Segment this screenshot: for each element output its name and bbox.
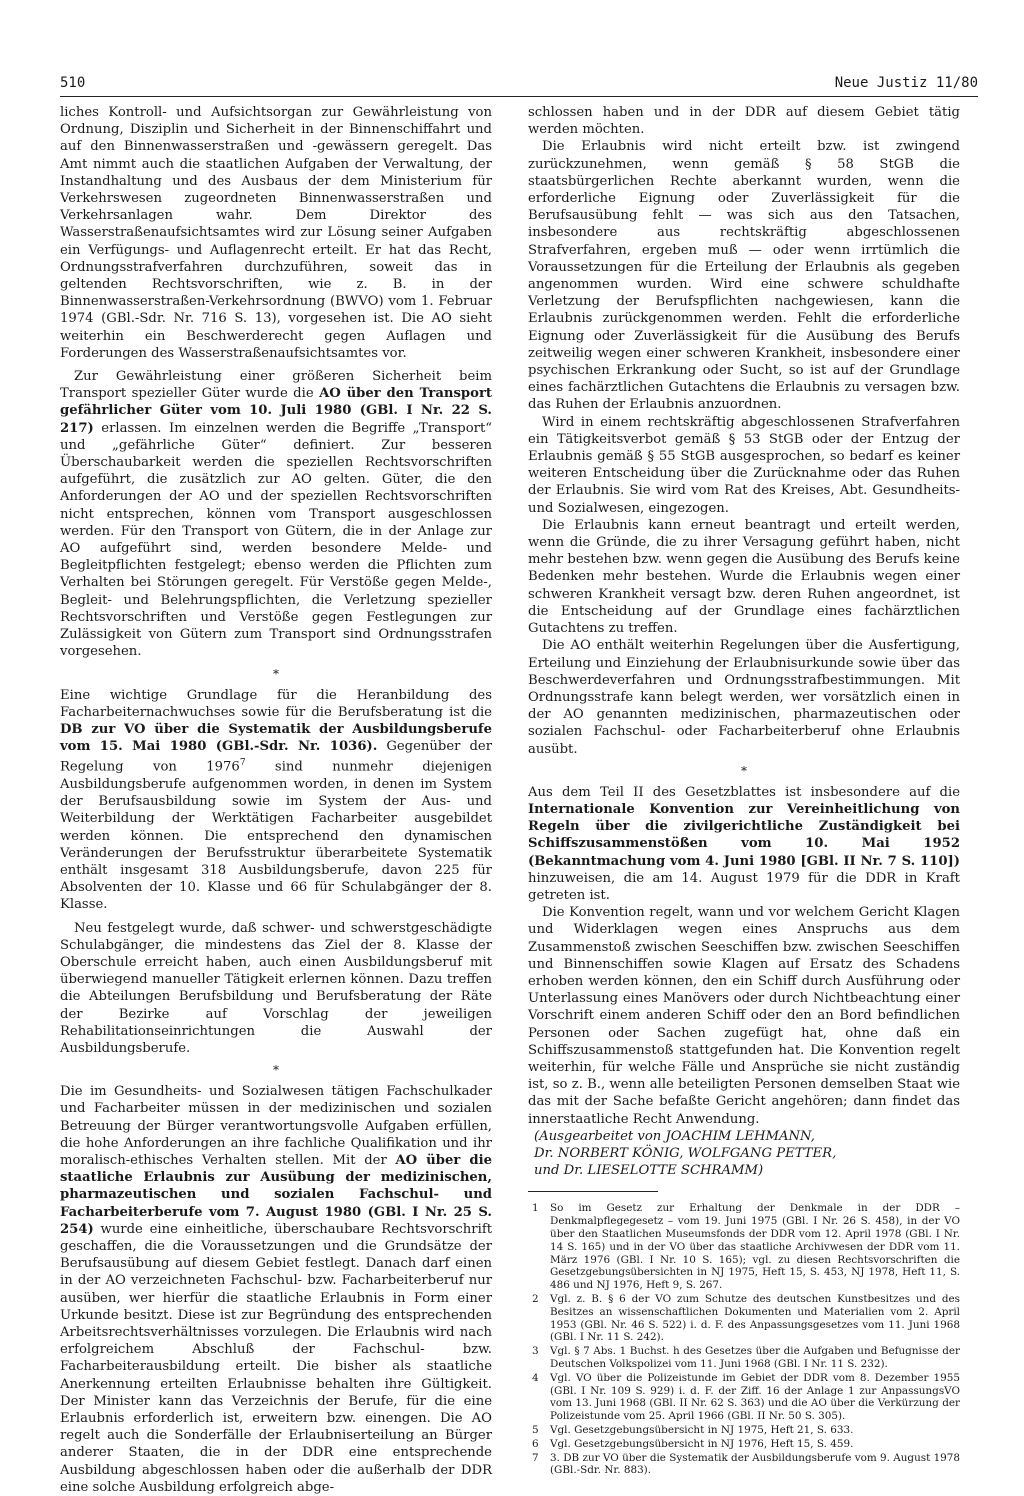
- regulation-title: AO über die staatliche Erlaubnis zur Ausübung der medizinischen, pharmazeutischen und sozialen Fachschul- und Facharbeiterberufe vom 7. August 1980 (GBl. I Nr. 25 S. 254): [60, 1152, 492, 1237]
- right-paragraph-3: Wird in einem rechtskräftig abgeschlossenen Strafverfahren ein Tätigkeitsverbot gemäß § 53 StGB oder der Entzug der Erlaubnis gemäß § 55 StGB ausgesprochen, so bedarf es keiner weiteren Entscheidung über die Zurücknahme oder das Ruhen der Erlaubnis. Sie wird vom Rat des Kreises, Abt. Gesundheits- und Sozialwesen, eingezogen.: [528, 414, 960, 516]
- footnote: [528, 1293, 960, 1344]
- right-paragraph-7: Die Konvention regelt, wann und vor welchem Gericht Klagen und Widerklagen wegen eines Anspruchs aus dem Zusammenstoß zwischen Seeschiffen bzw. zwischen Seeschiffen und Binnenschiffen sowie Klagen auf Ersatz des Schadens erhoben werden können, den ein Schiff durch Ausführung oder Unterlassung eines Manövers oder durch Nichtbeachtung einer Vorschrift einem anderen Schiff oder den an Bord befindlichen Personen oder Sachen zugefügt hat, ohne daß ein Schiffszusammenstoß stattgefunden hat. Die Konvention regelt weiterhin, für welche Fälle und Ansprüche sie nicht zuständig ist, so z. B., wenn alle beteiligten Personen demselben Staat wie das mit der Sache befaßte Gericht angehören; dann findet das innerstaatliche Recht Anwendung.: [528, 905, 960, 1127]
- author-line: Dr. NORBERT KÖNIG, WOLFGANG PETTER,: [534, 1145, 837, 1161]
- convention-title: Internationale Konvention zur Vereinheitlichung von Regeln über die zivilgerichtliche Zuständigkeit bei Schiffszusammenstößen vom 10. Mai 1952 (Bekanntmachung vom 4. Juni 1980 [GBl. II Nr. 7 S. 110]): [528, 801, 960, 869]
- footnote-text: Vgl. z. B. § 6 der VO zum Schutze des deutschen Kunstbesitzes und des Besitzes an wissenschaftlichen Dokumenten und Materialien vom 2. April 1953 (GBl. Nr. 46 S. 522) i. d. F. des Anpassungsgesetzes vom 11. Juni 1968 (GBl. I Nr. 11 S. 242).: [550, 1292, 960, 1344]
- section-separator: *: [273, 666, 279, 681]
- footnote: [528, 1345, 960, 1371]
- left-column: [60, 104, 492, 1496]
- right-paragraph-4: Die Erlaubnis kann erneut beantragt und erteilt werden, wenn die Gründe, die zu ihrer Versagung geführt haben, nicht mehr bestehen bzw. wenn gegen die Ausübung des Berufs keine Bedenken mehr bestehen. Wurde die Erlaubnis wegen einer schweren Krankheit versagt bzw. deren Ruhen angeordnet, ist die Entscheidung auf der Grundlage eines fachärztlichen Gutachtens zu treffen.: [528, 517, 960, 637]
- footnote: [528, 1202, 960, 1292]
- footnote: [528, 1424, 960, 1437]
- footnotes: [528, 1202, 960, 1477]
- footnote-text: Vgl. Gesetzgebungsübersicht in NJ 1975, Heft 21, S. 633.: [550, 1423, 854, 1436]
- right-paragraph-1: schlossen haben und in der DDR auf diesem Gebiet tätig werden möchten.: [528, 105, 960, 138]
- left-paragraph-3: Eine wichtige Grundlage für die Heranbildung des Facharbeiternachwuchses sowie für die Berufsberatung ist die DB zur VO über die Systematik der Ausbildungsberufe vom 15. Mai 1980 (GBl.-Sdr. Nr. 1036). Gegenüber der Regelung von 1976$^7$ sind nunmehr diejenigen Ausbildungsberufe aufgenommen worden, in denen im System der Berufsausbildung sowie im System der Aus- und Weiterbildung der Werktätigen Facharbeiter ausgebildet werden können. Die entsprechend den dynamischen Veränderungen der Berufsstruktur überarbeitete Systematik enthält insgesamt 318 Ausbildungsberufe, davon 225 für Absolventen der 10. Klasse und 66 für Schulabgänger der 8. Klasse.: [60, 687, 493, 913]
- page-number: 510: [60, 75, 86, 91]
- section-separator: *: [741, 763, 747, 778]
- author-credits: [528, 1128, 960, 1180]
- footnote-number: 2: [532, 1292, 539, 1305]
- author-line: und Dr. LIESELOTTE SCHRAMM): [534, 1163, 764, 1179]
- footnote-number: 7: [532, 1451, 539, 1464]
- left-paragraph-2: Zur Gewährleistung einer größeren Sicherheit beim Transport spezieller Güter wurde die AO über den Transport gefährlicher Güter vom 10. Juli 1980 (GBl. I Nr. 22 S. 217) erlassen. Im einzelnen werden die Begriffe „Transport“ und „gefährliche Güter“ definiert. Zur besseren Überschaubarkeit werden die speziellen Rechtsvorschriften aufgeführt, die zusätzlich zur AO gelten. Güter, die den Anforderungen der AO und der speziellen Rechtsvorschriften nicht entsprechen, können vom Transport ausgeschlossen werden. Für den Transport von Gütern, die in der Anlage zur AO aufgeführt sind, werden besondere Melde- und Begleitpflichten festgelegt; ebenso werden die Pflichten zum Verhalten bei Störungen geregelt. Für Verstöße gegen Melde-, Begleit- und Belehrungspflichten, die Verletzung spezieller Rechtsvorschriften und Verstöße gegen Festlegungen zur Zulässigkeit von Gütern zum Transport sind Ordnungsstrafen vorgesehen.: [60, 369, 492, 660]
- footnote-text: Vgl. Gesetzgebungsübersicht in NJ 1976, Heft 15, S. 459.: [550, 1437, 854, 1450]
- footnote-number: 3: [532, 1345, 539, 1358]
- footnote-text: Vgl. § 7 Abs. 1 Buchst. h des Gesetzes über die Aufgaben und Befugnisse der Deutschen Volkspolizei vom 11. Juni 1968 (GBl. I Nr. 11 S. 232).: [550, 1345, 960, 1370]
- footnote: [528, 1452, 960, 1478]
- regulation-title: DB zur VO über die Systematik der Ausbildungsberufe vom 15. Mai 1980 (GBl.-Sdr. Nr. 1036).: [60, 721, 492, 755]
- footnote-text: Vgl. VO über die Polizeistunde im Gebiet der DDR vom 8. Dezember 1955 (GBl. I Nr. 109 S. 929) i. d. F. der Ziff. 16 der Anlage 1 zur AnpassungsVO vom 13. Juni 1968 (GBl. II Nr. 62 S. 363) und die AO über die Verkürzung der Polizeistunde vom 25. April 1966 (GBl. II Nr. 50 S. 305).: [550, 1371, 960, 1423]
- left-paragraph-4: Neu festgelegt wurde, daß schwer- und schwerstgeschädigte Schulabgänger, die mindestens das Ziel der 8. Klasse der Oberschule erreicht haben, auch einen Ausbildungsberuf mit überwiegend manueller Tätigkeit erlernen können. Dazu treffen die Abteilungen Berufsbildung und Berufsberatung der Räte der Bezirke auf Vorschlag der jeweiligen Rehabilitationseinrichtungen die Auswahl der Ausbildungsberufe.: [60, 920, 492, 1056]
- right-paragraph-5: Die AO enthält weiterhin Regelungen über die Ausfertigung, Erteilung und Einziehung der Erlaubnisurkunde sowie über das Beschwerdeverfahren und Ordnungsstrafbestimmungen. Mit Ordnungsstrafe kann belegt werden, wer vorsätzlich einen in der AO genannten medizinischen, pharmazeutischen oder sozialen Fachschul- oder Facharbeiterberuf ohne Erlaubnis ausübt.: [528, 638, 960, 757]
- section-separator: *: [273, 1063, 279, 1078]
- footnote-number: 1: [532, 1202, 539, 1215]
- journal-issue: Neue Justiz 11/80: [834, 75, 978, 91]
- footnote-number: 4: [532, 1371, 539, 1384]
- footnote-text: 3. DB zur VO über die Systematik der Ausbildungsberufe vom 9. August 1978 (GBl.-Sdr. Nr. 883).: [550, 1451, 961, 1477]
- footnote: [528, 1372, 960, 1423]
- footnote-divider: [528, 1191, 658, 1192]
- regulation-title: AO über den Transport gefährlicher Güter vom 10. Juli 1980 (GBl. I Nr. 22 S. 217): [60, 386, 492, 436]
- footnote-number: 6: [532, 1437, 539, 1450]
- left-paragraph-1: liches Kontroll- und Aufsichtsorgan zur Gewährleistung von Ordnung, Disziplin und Sicherheit in der Binnenschiffahrt und auf den Binnenwasserstraßen und -gewässern geregelt. Das Amt nimmt auch die staatlichen Aufgaben der Verwaltung, der Instandhaltung und des Ausbaus der dem Ministerium für Verkehrswesen zugeordneten Binnenwasserstraßen und Verkehrsanlagen wahr. Dem Direktor des Wasserstraßenaufsichtsamtes wird zur Lösung seiner Aufgaben ein Verfügungs- und Auflagenrecht erteilt. Er hat das Recht, Ordnungsstrafverfahren durchzuführen, soweit das in geltenden Rechtsvorschriften, wie z. B. in der Binnenwasserstraßen-Verkehrsordnung (BWVO) vom 1. Februar 1974 (GBl.-Sdr. Nr. 716 S. 13), vorgesehen ist. Die AO sieht weiterhin ein Beschwerderecht gegen Auflagen und Forderungen des Wasserstraßenaufsichtsamtes vor.: [60, 105, 492, 361]
- footnote-text: So im Gesetz zur Erhaltung der Denkmale in der DDR – Denkmalpflegegesetz – vom 19. Juni 1975 (GBl. I Nr. 26 S. 458), in der VO über den Staatlichen Museumsfonds der DDR vom 12. April 1978 (GBl. I Nr. 14 S. 165) und in der VO über das staatliche Archivwesen der DDR vom 11. März 1976 (GBl. I Nr. 10 S. 165); vgl. zu diesen Rechtsvorschriften die Gesetzgebungsübersichten in NJ 1975, Heft 15, S. 453, NJ 1978, Heft 11, S. 486 und NJ 1976, Heft 9, S. 267.: [550, 1202, 960, 1292]
- right-paragraph-6: Aus dem Teil II des Gesetzblattes ist insbesondere auf die Internationale Konvention zur Vereinheitlichung von Regeln über die zivilgerichtliche Zuständigkeit bei Schiffszusammenstößen vom 10. Mai 1952 (Bekanntmachung vom 4. Juni 1980 [GBl. II Nr. 7 S. 110]) hinzuweisen, die am 14. August 1979 für die DDR in Kraft getreten ist.: [528, 784, 960, 903]
- footnote: [528, 1438, 960, 1451]
- page-header: [60, 72, 978, 97]
- footnote-ref: 7: [239, 758, 246, 769]
- author-line: (Ausgearbeitet von JOACHIM LEHMANN,: [534, 1128, 815, 1144]
- footnote-number: 5: [532, 1423, 539, 1436]
- right-column: [528, 104, 960, 1478]
- right-paragraph-2: Die Erlaubnis wird nicht erteilt bzw. ist zwingend zurückzunehmen, wenn gemäß § 58 StGB die staatsbürgerlichen Rechte aberkannt wurden, wenn die erforderliche Eignung oder Zuverlässigkeit für die Berufsausübung fehlt — was sich aus den Tatsachen, insbesondere aus rechtskräftig abgeschlossenen Strafverfahren, ergeben muß — oder wenn irrtümlich die Voraussetzungen für die Erteilung der Erlaubnis als gegeben angenommen wurden. Wird eine schwere schuldhafte Verletzung der Berufspflichten nachgewiesen, kann die Erlaubnis zurückgenommen werden. Fehlt die erforderliche Eignung oder Zuverlässigkeit für die Ausübung des Berufs zeitweilig wegen einer schweren Krankheit, insbesondere einer psychischen Erkrankung oder Sucht, so ist auf der Grundlage eines fachärztlichen Gutachtens die Erlaubnis zu versagen bzw. das Ruhen der Erlaubnis anzuordnen.: [528, 139, 960, 413]
- left-paragraph-5: Die im Gesundheits- und Sozialwesen tätigen Fachschulkader und Facharbeiter müssen in der medizinischen und sozialen Betreuung der Bürger verantwortungsvolle Aufgaben erfüllen, die hohe Anforderungen an ihre fachliche Qualifikation und ihr moralisch-ethisches Verhalten stellen. Mit der AO über die staatliche Erlaubnis zur Ausübung der medizinischen, pharmazeutischen und sozialen Fachschul- und Facharbeiterberufe vom 7. August 1980 (GBl. I Nr. 25 S. 254) wurde eine einheitliche, überschaubare Rechtsvorschrift geschaffen, die die Voraussetzungen und die Grundsätze der Berufsausübung auf diesem Gebiet festlegt. Danach darf einen in der AO verzeichneten Fachschul- bzw. Facharbeiterberuf nur ausüben, wer hierfür die staatliche Erlaubnis in Form einer Urkunde besitzt. Diese ist zur Begründung des entsprechenden Arbeitsrechtsverhältnisses vorzulegen. Die Erlaubnis wird nach erfolgreichem Abschluß der Fachschul- bzw. Facharbeiterausbildung erteilt. Die bisher als staatliche Anerkennung erteilten Erlaubnisse behalten ihre Gültigkeit. Der Minister kann das Verzeichnis der Berufe, für die eine Erlaubnis erforderlich ist, erweitern bzw. einengen. Die AO regelt auch die Sonderfälle der Erlaubniserteilung an Bürger anderer Staaten, die in der DDR eine entsprechende Ausbildung abgeschlossen haben oder die außerhalb der DDR eine solche Ausbildung erfolgreich abge-: [60, 1084, 492, 1495]
